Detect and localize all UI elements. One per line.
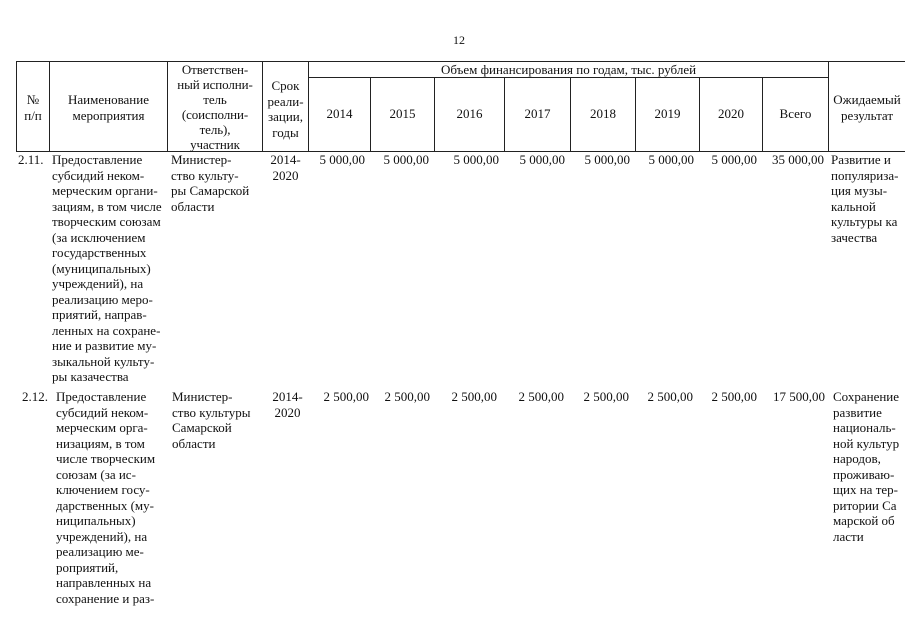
row-number: 2.11. [18,152,44,167]
row-executor: Министер- ство культуры Самарской области [172,389,251,451]
header-year: 2017 [524,106,551,121]
row-value-2018: 2 500,00 [583,389,629,404]
row-value-2016: 5 000,00 [453,152,499,167]
header-year-total: Всего [779,106,812,121]
row-value-2014: 2 500,00 [323,389,369,404]
row-value-2017: 5 000,00 [519,152,565,167]
row-value-total: 35 000,00 [772,152,824,167]
row-value-2015: 5 000,00 [383,152,429,167]
row-value-2019: 2 500,00 [647,389,693,404]
row-term: 2014- 2020 [272,389,303,420]
row-name: Предоставление субсидий неком- мерческим органи- зациям, в том числе творческим союзам (за исключением государственных (муниципальных) учреждений), на реализацию меро- приятий, направ- ленных на сохране- ние и развитие му- зыкальной культу- ры казачества [52,152,162,384]
row-value-2017: 2 500,00 [518,389,564,404]
header-year: 2020 [718,106,744,121]
row-name: Предоставление субсидий неком- мерческим орга- низациям, в том числе творческим союзам (за ис- ключением госу- дарственных (му- ниципальных) учреждений), на реализацию ме- роприятий, направленных на сохранение и раз- [56,389,156,606]
row-number: 2.12. [22,389,48,404]
row-executor: Министер- ство культу- ры Самарской области [171,152,250,214]
row-value-2014: 5 000,00 [319,152,365,167]
header-result: Ожидаемый результат [833,92,901,123]
row-value-2015: 2 500,00 [384,389,430,404]
header-year: 2015 [389,106,416,121]
row-result: Развитие и популяриза- ция музы- кальной культуры ка зачества [831,152,899,245]
header-financing: Объем финансирования по годам, тыс. рублей [440,62,697,77]
header-year: 2016 [456,106,483,121]
row-value-2019: 5 000,00 [648,152,694,167]
row-term: 2014- 2020 [270,152,301,183]
row-value-total: 17 500,00 [773,389,825,404]
header-executor: Ответствен- ный исполни- тель (соисполни- тель), участник [177,62,253,152]
row-value-2020: 2 500,00 [711,389,757,404]
row-value-2018: 5 000,00 [584,152,630,167]
header-num: № п/п [24,92,42,123]
header-year: 2014 [326,106,353,121]
page-number: 12 [453,33,465,47]
row-result: Сохранение развитие националь- ной культур народов, проживаю- щих на тер- ритории Са марской об ласти [833,389,900,544]
header-name: Наименование мероприятия [68,92,149,123]
header-year: 2019 [654,106,681,121]
header-term: Срок реали- зации, годы [267,78,304,140]
row-value-2016: 2 500,00 [451,389,497,404]
row-value-2020: 5 000,00 [711,152,757,167]
header-year: 2018 [590,106,616,121]
